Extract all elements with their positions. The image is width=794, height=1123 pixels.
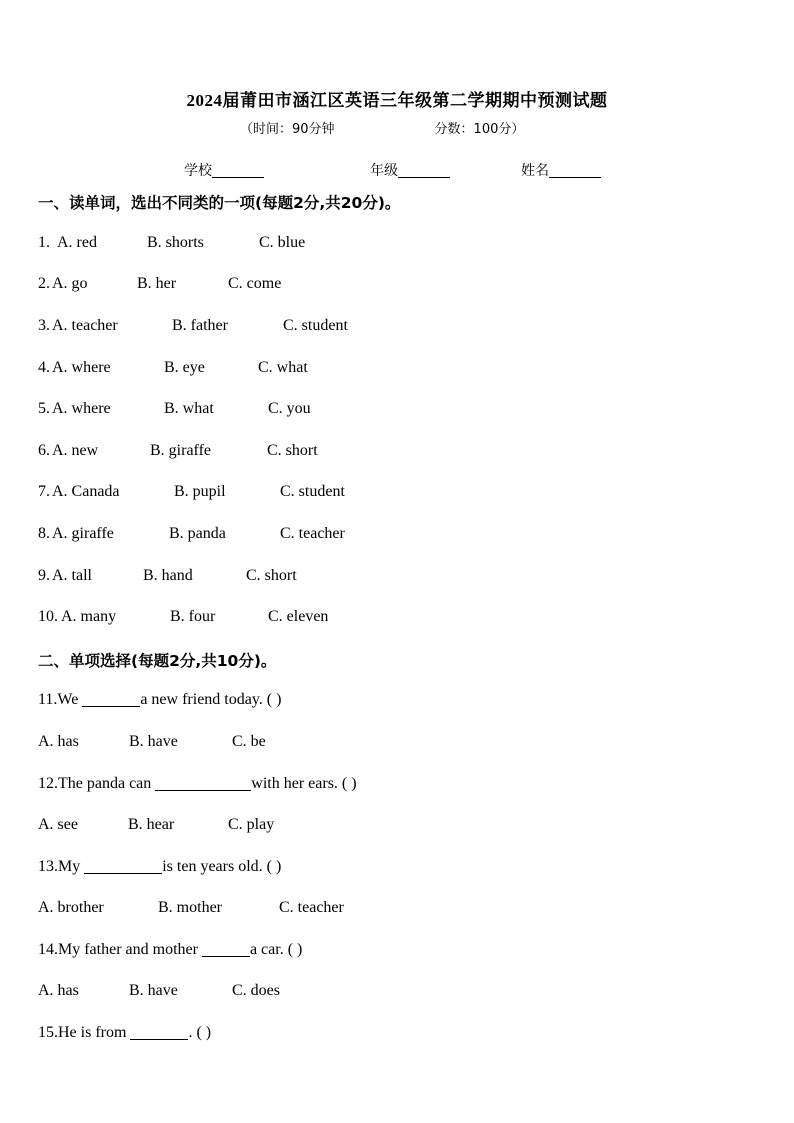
option-c: C. what [258, 359, 308, 376]
answer-blank [82, 691, 140, 707]
option-a: A. go [52, 275, 88, 292]
question-number: 7. [38, 483, 50, 500]
question-text-after: is ten years old. ( ) [162, 858, 282, 875]
question-number: 6. [38, 442, 50, 459]
question-number: 8. [38, 525, 50, 542]
question-text-after: a car. ( ) [249, 941, 303, 958]
option-b: B. have [129, 982, 178, 999]
question-number: 3. [38, 317, 50, 334]
question-text-after: . ( ) [188, 1024, 212, 1041]
question-7 [38, 483, 345, 501]
answer-blank [130, 1024, 188, 1040]
option-a: A. tall [52, 567, 92, 584]
option-b: B. hear [128, 816, 175, 833]
school-blank [212, 163, 264, 178]
option-c: C. student [283, 317, 348, 334]
option-a: A. where [52, 359, 111, 376]
question-1 [38, 234, 306, 252]
question-text-before: He is from [58, 1024, 131, 1041]
question-11 [38, 691, 281, 709]
option-a: A. red [57, 234, 97, 251]
question-number: 13. [38, 858, 58, 875]
option-b: B. giraffe [150, 442, 212, 459]
question-12 [38, 775, 357, 793]
name-field [521, 160, 601, 180]
question-5 [38, 400, 311, 418]
option-a: A. has [38, 982, 79, 999]
question-number: 11. [38, 691, 58, 708]
question-10 [38, 608, 329, 626]
option-a: A. brother [38, 899, 104, 916]
option-a: A. new [52, 442, 99, 459]
question-15 [38, 1024, 211, 1042]
name-label: 姓名 [521, 163, 549, 179]
option-c: C. student [280, 483, 345, 500]
question-number: 14. [38, 941, 58, 958]
page-title: 2024届莆田市涵江区英语三年级第二学期期中预测试题 [186, 91, 608, 110]
question-6 [38, 442, 318, 460]
question-3 [38, 317, 348, 335]
question-text-before: My father and mother [58, 941, 202, 958]
answer-blank [155, 775, 251, 791]
question-4 [38, 359, 308, 377]
question-9 [38, 567, 297, 585]
option-c: C. you [268, 400, 311, 417]
option-a: A. Canada [52, 483, 120, 500]
option-b: B. four [170, 608, 216, 625]
answer-blank [84, 858, 162, 874]
question-8 [38, 525, 345, 543]
option-b: B. eye [164, 359, 205, 376]
question-number: 12. [38, 775, 58, 792]
question-14 [38, 941, 302, 959]
question-13 [38, 858, 281, 876]
question-number: 4. [38, 359, 50, 376]
option-c: C. short [267, 442, 318, 459]
option-a: A. see [38, 816, 78, 833]
option-c: C. come [228, 275, 282, 292]
option-b: B. pupil [174, 483, 226, 500]
option-b: B. mother [158, 899, 222, 916]
option-b: B. her [137, 275, 177, 292]
time-label: （时间：90分钟 [240, 122, 335, 137]
name-blank [549, 163, 601, 178]
option-b: B. have [129, 733, 178, 750]
question-number: 5. [38, 400, 50, 417]
question-text-before: My [58, 858, 85, 875]
grade-blank [398, 163, 450, 178]
question-text-after: a new friend today. ( ) [140, 691, 282, 708]
option-c: C. eleven [268, 608, 329, 625]
answer-blank [202, 941, 250, 957]
question-number: 9. [38, 567, 50, 584]
option-c: C. play [228, 816, 275, 833]
option-c: C. short [246, 567, 297, 584]
grade-label: 年级 [370, 163, 398, 179]
option-c: C. teacher [280, 525, 345, 542]
question-number: 1. [38, 234, 50, 251]
option-a: A. where [52, 400, 111, 417]
option-a: A. many [61, 608, 117, 625]
question-number: 15. [38, 1024, 58, 1041]
option-c: C. teacher [279, 899, 344, 916]
school-field [184, 160, 264, 180]
question-text-before: The panda can [58, 775, 156, 792]
question-text-after: with her ears. ( ) [251, 775, 357, 792]
option-b: B. father [172, 317, 228, 334]
question-number: 2. [38, 275, 50, 292]
exam-subtitle [240, 118, 524, 137]
section-2-heading: 二、单项选择(每题2分,共10分)。 [38, 652, 277, 670]
option-b: B. panda [169, 525, 226, 542]
score-label: 分数：100分） [434, 122, 525, 137]
question-2 [38, 275, 282, 293]
question-number: 10. [38, 608, 58, 625]
grade-field [370, 160, 450, 180]
option-b: B. shorts [147, 234, 204, 251]
option-a: A. teacher [52, 317, 118, 334]
option-c: C. does [232, 982, 280, 999]
option-a: A. has [38, 733, 79, 750]
option-b: B. what [164, 400, 214, 417]
option-c: C. blue [259, 234, 306, 251]
school-label: 学校 [184, 163, 212, 179]
option-a: A. giraffe [52, 525, 114, 542]
section-1-heading: 一、读单词，选出不同类的一项(每题2分,共20分)。 [38, 194, 401, 212]
option-b: B. hand [143, 567, 193, 584]
option-c: C. be [232, 733, 266, 750]
question-text-before: We [57, 691, 83, 708]
